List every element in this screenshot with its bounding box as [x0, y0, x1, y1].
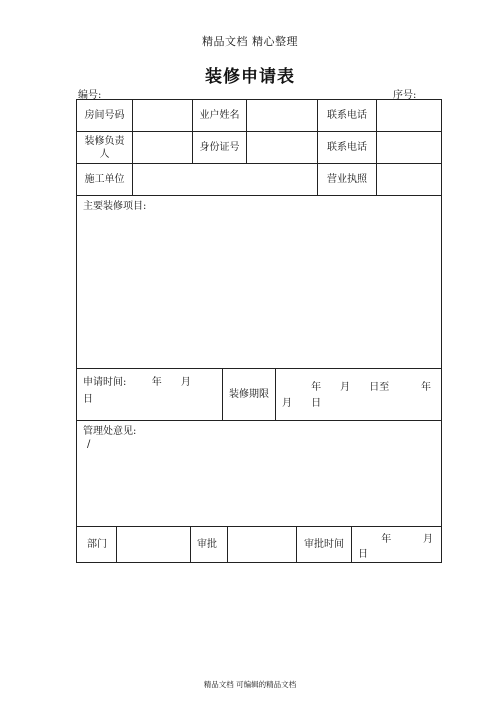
id-number-label: 身份证号	[192, 131, 247, 164]
approval-label: 审批	[190, 526, 228, 563]
period-label: 装修期限	[222, 368, 276, 421]
owner-name-field[interactable]	[246, 99, 318, 132]
renovation-lead-label: 装修负责人	[76, 131, 133, 164]
owner-name-label: 业户姓名	[192, 99, 247, 132]
apply-time-cell[interactable]	[76, 368, 223, 421]
business-license-label: 营业执照	[317, 163, 377, 196]
contact-phone-field[interactable]	[376, 99, 442, 132]
room-number-label: 房间号码	[76, 99, 133, 132]
mgmt-opinion-label: 管理处意见:	[83, 426, 137, 437]
room-number-field[interactable]	[132, 99, 193, 132]
approval-time-label: 审批时间	[296, 526, 352, 563]
approval-date-line2: 日	[358, 549, 368, 560]
main-items-area[interactable]	[76, 195, 442, 369]
construction-unit-field[interactable]	[132, 163, 318, 196]
number-label: 编号:	[78, 90, 102, 101]
main-items-label: 主要装修项目:	[83, 201, 147, 212]
contact-phone-label: 联系电话	[317, 99, 377, 132]
footer-text: 精品文档 可编辑的精品文档	[203, 680, 297, 689]
header-top-text: 精品文档 精心整理	[202, 35, 298, 48]
mgmt-opinion-area[interactable]	[76, 420, 442, 527]
approval-date-line1: 年 月	[381, 534, 433, 545]
id-number-field[interactable]	[246, 131, 318, 164]
approval-field[interactable]	[227, 526, 297, 563]
serial-label: 序号:	[393, 90, 417, 101]
department-field[interactable]	[116, 526, 191, 563]
department-label: 部门	[76, 526, 117, 563]
construction-unit-label: 施工单位	[76, 163, 133, 196]
business-license-field[interactable]	[376, 163, 442, 196]
contact-phone-field-2[interactable]	[376, 131, 442, 164]
approval-time-cell[interactable]	[351, 526, 442, 563]
contact-phone-label-2: 联系电话	[317, 131, 377, 164]
period-line1: 年 月 日至 年	[311, 382, 431, 393]
apply-time-line1: 申请时间: 年 月	[83, 377, 191, 388]
period-cell[interactable]	[275, 368, 442, 421]
period-line2: 月 日	[282, 398, 322, 409]
apply-time-line2: 日	[83, 394, 93, 405]
renovation-lead-field[interactable]	[132, 131, 193, 164]
mgmt-opinion-mark: /	[87, 439, 91, 450]
form-title: 装修申请表	[205, 67, 295, 87]
